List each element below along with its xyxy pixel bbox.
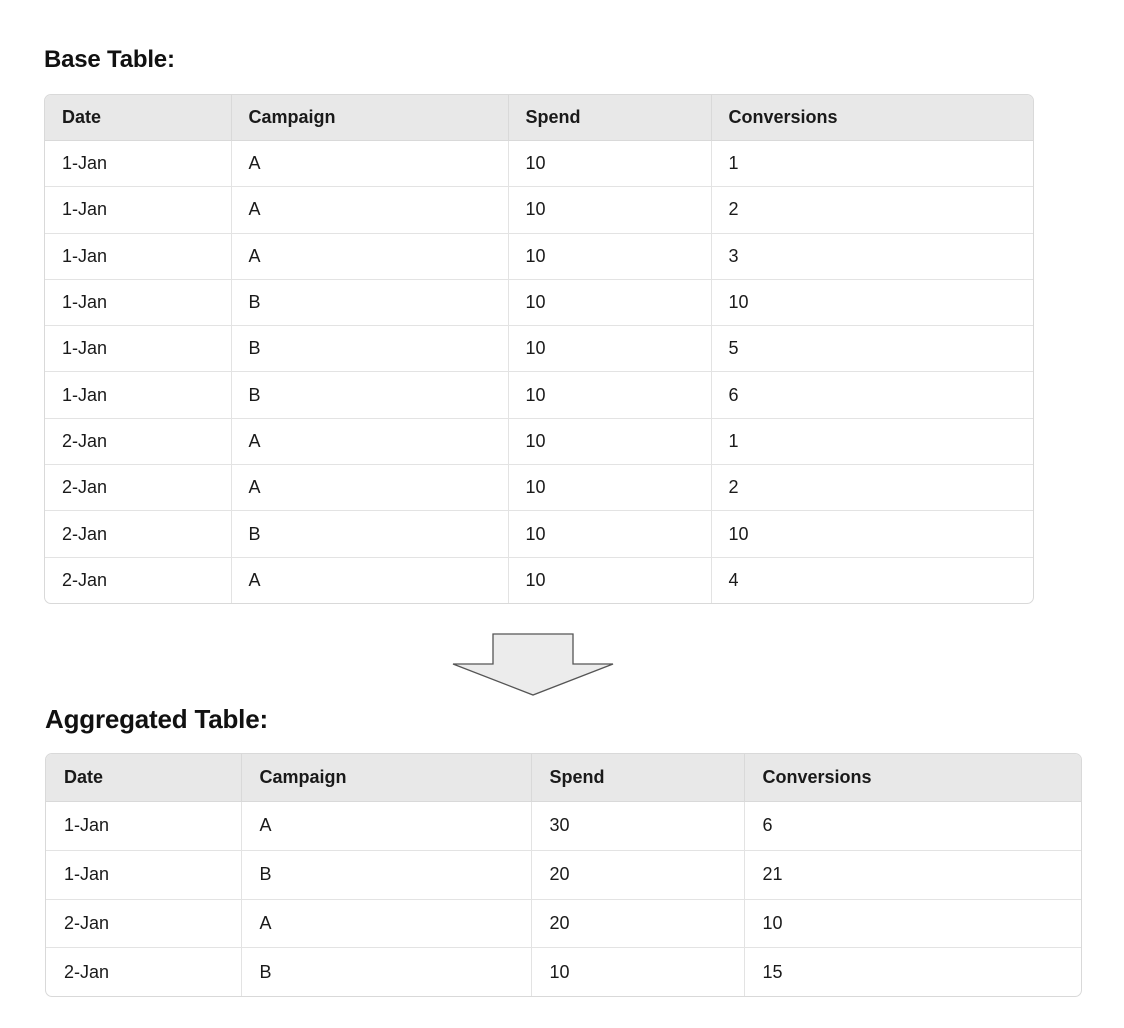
base-table-body bbox=[45, 141, 1033, 604]
table-row bbox=[45, 372, 1033, 418]
table-row bbox=[45, 465, 1033, 511]
campaign-cell: B bbox=[231, 326, 508, 372]
table-row bbox=[45, 233, 1033, 279]
table-row bbox=[45, 511, 1033, 557]
campaign-cell: A bbox=[241, 899, 531, 948]
table-row bbox=[46, 802, 1081, 851]
column-header-campaign: Campaign bbox=[241, 754, 531, 802]
conversions-cell: 21 bbox=[744, 850, 1081, 899]
date-cell: 2-Jan bbox=[45, 557, 231, 603]
campaign-cell: B bbox=[231, 279, 508, 325]
date-cell: 2-Jan bbox=[45, 465, 231, 511]
date-cell: 1-Jan bbox=[45, 233, 231, 279]
down-arrow-icon bbox=[452, 633, 616, 697]
column-header-spend: Spend bbox=[531, 754, 744, 802]
date-cell: 1-Jan bbox=[64, 815, 110, 836]
conversions-cell: 2 bbox=[711, 187, 1033, 233]
base-table-header-row bbox=[45, 95, 1033, 141]
conversions-cell: 6 bbox=[744, 802, 1081, 851]
conversions-cell: 1 bbox=[711, 141, 1033, 187]
campaign-cell: A bbox=[241, 802, 531, 851]
campaign-cell: B bbox=[231, 372, 508, 418]
aggregated-table-heading: Aggregated Table: bbox=[45, 704, 268, 734]
campaign-cell: B bbox=[241, 948, 531, 996]
table-row bbox=[46, 948, 1081, 996]
campaign-cell: B bbox=[241, 850, 531, 899]
spend-cell: 30 bbox=[531, 802, 744, 851]
campaign-cell: A bbox=[231, 233, 508, 279]
spend-cell: 10 bbox=[508, 326, 711, 372]
column-header-campaign: Campaign bbox=[231, 95, 508, 141]
date-cell: 1-Jan bbox=[62, 153, 108, 174]
date-cell: 2-Jan bbox=[46, 948, 241, 996]
base-table-heading: Base Table: bbox=[44, 46, 175, 73]
spend-cell: 10 bbox=[508, 141, 711, 187]
date-cell: 1-Jan bbox=[45, 372, 231, 418]
campaign-cell: A bbox=[231, 557, 508, 603]
column-header-date: Date bbox=[46, 754, 241, 802]
table-row bbox=[45, 557, 1033, 603]
spend-cell: 10 bbox=[508, 372, 711, 418]
conversions-cell: 5 bbox=[711, 326, 1033, 372]
table-row bbox=[46, 850, 1081, 899]
base-table bbox=[45, 95, 1033, 603]
campaign-cell: A bbox=[231, 465, 508, 511]
campaign-cell: A bbox=[231, 141, 508, 187]
aggregated-table-header-row bbox=[46, 754, 1081, 802]
conversions-cell: 4 bbox=[711, 557, 1033, 603]
spend-cell: 10 bbox=[508, 465, 711, 511]
aggregated-table-body bbox=[46, 802, 1081, 997]
date-cell: 1-Jan bbox=[45, 279, 231, 325]
base-table-container bbox=[44, 94, 1034, 604]
conversions-cell: 6 bbox=[711, 372, 1033, 418]
spend-cell: 10 bbox=[508, 511, 711, 557]
spend-cell: 20 bbox=[531, 850, 744, 899]
conversions-cell: 10 bbox=[744, 899, 1081, 948]
spend-cell: 10 bbox=[508, 233, 711, 279]
column-header-conversions: Conversions bbox=[744, 754, 1081, 802]
table-row bbox=[45, 141, 1033, 187]
conversions-cell: 10 bbox=[711, 511, 1033, 557]
table-row bbox=[45, 279, 1033, 325]
campaign-cell: B bbox=[231, 511, 508, 557]
table-row bbox=[46, 899, 1081, 948]
aggregated-table bbox=[46, 754, 1081, 996]
column-header-spend: Spend bbox=[508, 95, 711, 141]
date-cell: 2-Jan bbox=[45, 511, 231, 557]
table-row bbox=[45, 187, 1033, 233]
date-cell: 1-Jan bbox=[46, 850, 241, 899]
spend-cell: 10 bbox=[508, 557, 711, 603]
date-cell: 2-Jan bbox=[45, 418, 231, 464]
column-header-conversions: Conversions bbox=[711, 95, 1033, 141]
date-cell: 2-Jan bbox=[46, 899, 241, 948]
date-cell: 1-Jan bbox=[45, 326, 231, 372]
conversions-cell: 15 bbox=[744, 948, 1081, 996]
spend-cell: 10 bbox=[531, 948, 744, 996]
column-header-date: Date bbox=[45, 95, 231, 141]
conversions-cell: 2 bbox=[711, 465, 1033, 511]
aggregated-table-container bbox=[45, 753, 1082, 997]
table-row bbox=[45, 326, 1033, 372]
spend-cell: 10 bbox=[508, 418, 711, 464]
table-row bbox=[45, 418, 1033, 464]
campaign-cell: A bbox=[231, 418, 508, 464]
conversions-cell: 3 bbox=[711, 233, 1033, 279]
conversions-cell: 10 bbox=[711, 279, 1033, 325]
campaign-cell: A bbox=[231, 187, 508, 233]
spend-cell: 20 bbox=[531, 899, 744, 948]
spend-cell: 10 bbox=[508, 187, 711, 233]
date-cell: 1-Jan bbox=[45, 187, 231, 233]
conversions-cell: 1 bbox=[711, 418, 1033, 464]
spend-cell: 10 bbox=[508, 279, 711, 325]
